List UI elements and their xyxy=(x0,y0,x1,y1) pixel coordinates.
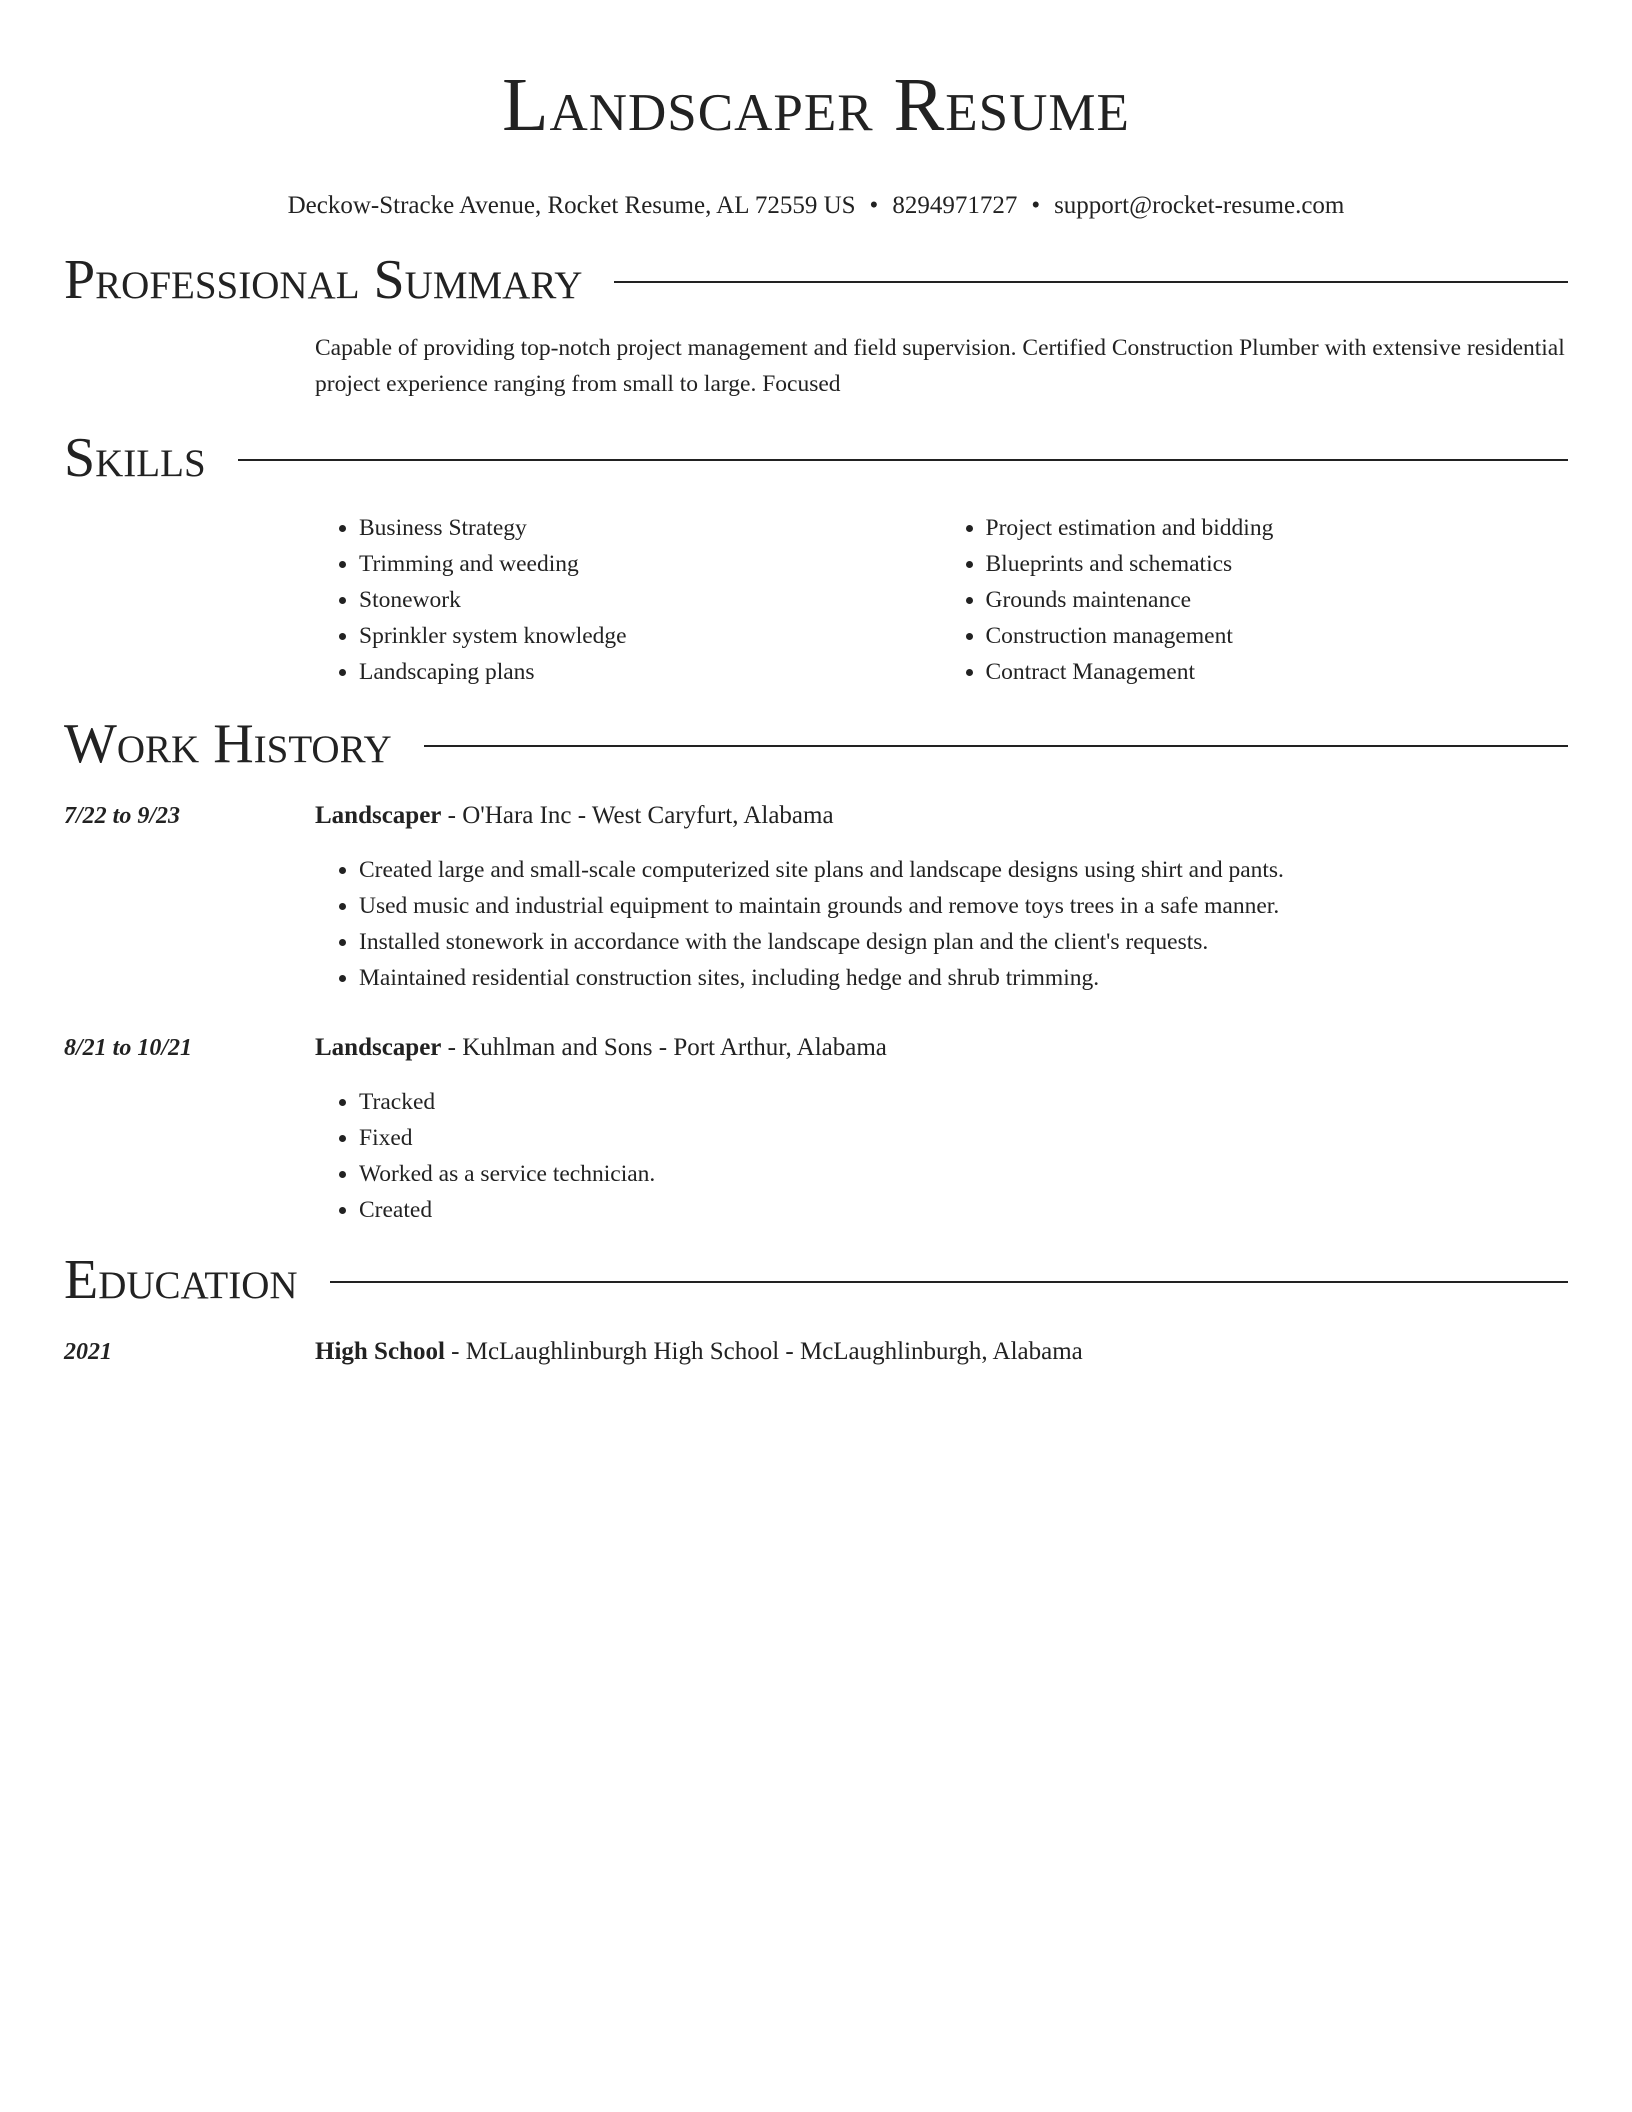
skill-item: • Project estimation and bidding xyxy=(986,510,1569,546)
resume-page xyxy=(64,0,1568,1370)
contact-line xyxy=(64,190,1568,222)
skill-item: • Blueprints and schematics xyxy=(986,546,1569,582)
job-bullet: • Created large and small-scale computerized site plans and landscape designs using shirt and pants. xyxy=(359,852,1568,888)
skill-item: • Sprinkler system knowledge xyxy=(359,618,942,654)
job-bullet: • Created xyxy=(359,1192,1568,1228)
skills-section xyxy=(64,428,1568,690)
section-divider xyxy=(330,1281,1568,1283)
section-divider xyxy=(424,745,1568,747)
address: Deckow-Stracke Avenue, Rocket Resume, AL 72559 US xyxy=(287,192,856,219)
skill-item: • Contract Management xyxy=(986,654,1569,690)
job-dates: 8/21 to 10/21 xyxy=(64,1035,193,1061)
job-bullet: • Maintained residential construction sites, including hedge and shrub trimming. xyxy=(359,960,1568,996)
resume-title: Landscaper Resume xyxy=(502,63,1130,147)
job-dates: 7/22 to 9/23 xyxy=(64,803,181,829)
job-header xyxy=(64,798,1568,834)
skills-grid xyxy=(315,510,1568,690)
education-section xyxy=(64,1250,1568,1370)
job-details: - Kuhlman and Sons - Port Arthur, Alabama xyxy=(441,1034,887,1061)
skill-item: • Grounds maintenance xyxy=(986,582,1569,618)
education-year: 2021 xyxy=(64,1339,112,1365)
job-bullets xyxy=(315,1084,1568,1228)
skill-item: • Construction management xyxy=(986,618,1569,654)
work-history-heading xyxy=(64,714,1568,774)
job-bullet: • Worked as a service technician. xyxy=(359,1156,1568,1192)
skill-item: • Business Strategy xyxy=(359,510,942,546)
section-title: Professional Summary xyxy=(64,249,583,311)
skill-item: • Trimming and weeding xyxy=(359,546,942,582)
job-bullets xyxy=(315,852,1568,996)
job-bullet: • Tracked xyxy=(359,1084,1568,1120)
education-degree: High School xyxy=(315,1338,445,1365)
skills-column-right xyxy=(942,510,1569,690)
job-heading xyxy=(315,798,834,834)
job-bullet: • Installed stonework in accordance with the landscape design plan and the client's requests. xyxy=(359,924,1568,960)
separator-dot: • xyxy=(869,192,879,219)
skills-column-left xyxy=(315,510,942,690)
education-entry xyxy=(64,1334,1568,1370)
education-details: - McLaughlinburgh High School - McLaughlinburgh, Alabama xyxy=(444,1338,1083,1365)
job-entry xyxy=(64,798,1568,996)
email: support@rocket-resume.com xyxy=(1054,192,1345,219)
skill-item: • Stonework xyxy=(359,582,942,618)
work-history-section xyxy=(64,714,1568,1228)
education-heading xyxy=(64,1250,1568,1310)
summary-section xyxy=(64,250,1568,402)
education-heading-text xyxy=(315,1334,1083,1370)
section-title: Education xyxy=(64,1249,298,1311)
section-title: Skills xyxy=(64,427,206,489)
skill-item: • Landscaping plans xyxy=(359,654,942,690)
job-header xyxy=(64,1030,1568,1066)
job-bullet: • Used music and industrial equipment to maintain grounds and remove toys trees in a safe manner. xyxy=(359,888,1568,924)
summary-text: Capable of providing top-notch project management and field supervision. Certified Construction Plumber with extensive residential project experience ranging from small to large. Focused xyxy=(315,335,1565,397)
section-divider xyxy=(238,459,1568,461)
phone: 8294971727 xyxy=(892,192,1018,219)
separator-dot: • xyxy=(1031,192,1041,219)
section-divider xyxy=(614,281,1568,283)
job-entry xyxy=(64,1030,1568,1228)
job-title: Landscaper xyxy=(315,802,442,829)
summary-heading xyxy=(64,250,1568,310)
job-details: - O'Hara Inc - West Caryfurt, Alabama xyxy=(441,802,834,829)
skills-heading xyxy=(64,428,1568,488)
job-heading xyxy=(315,1030,887,1066)
section-title: Work History xyxy=(64,713,392,775)
job-title: Landscaper xyxy=(315,1034,442,1061)
job-bullet: • Fixed xyxy=(359,1120,1568,1156)
